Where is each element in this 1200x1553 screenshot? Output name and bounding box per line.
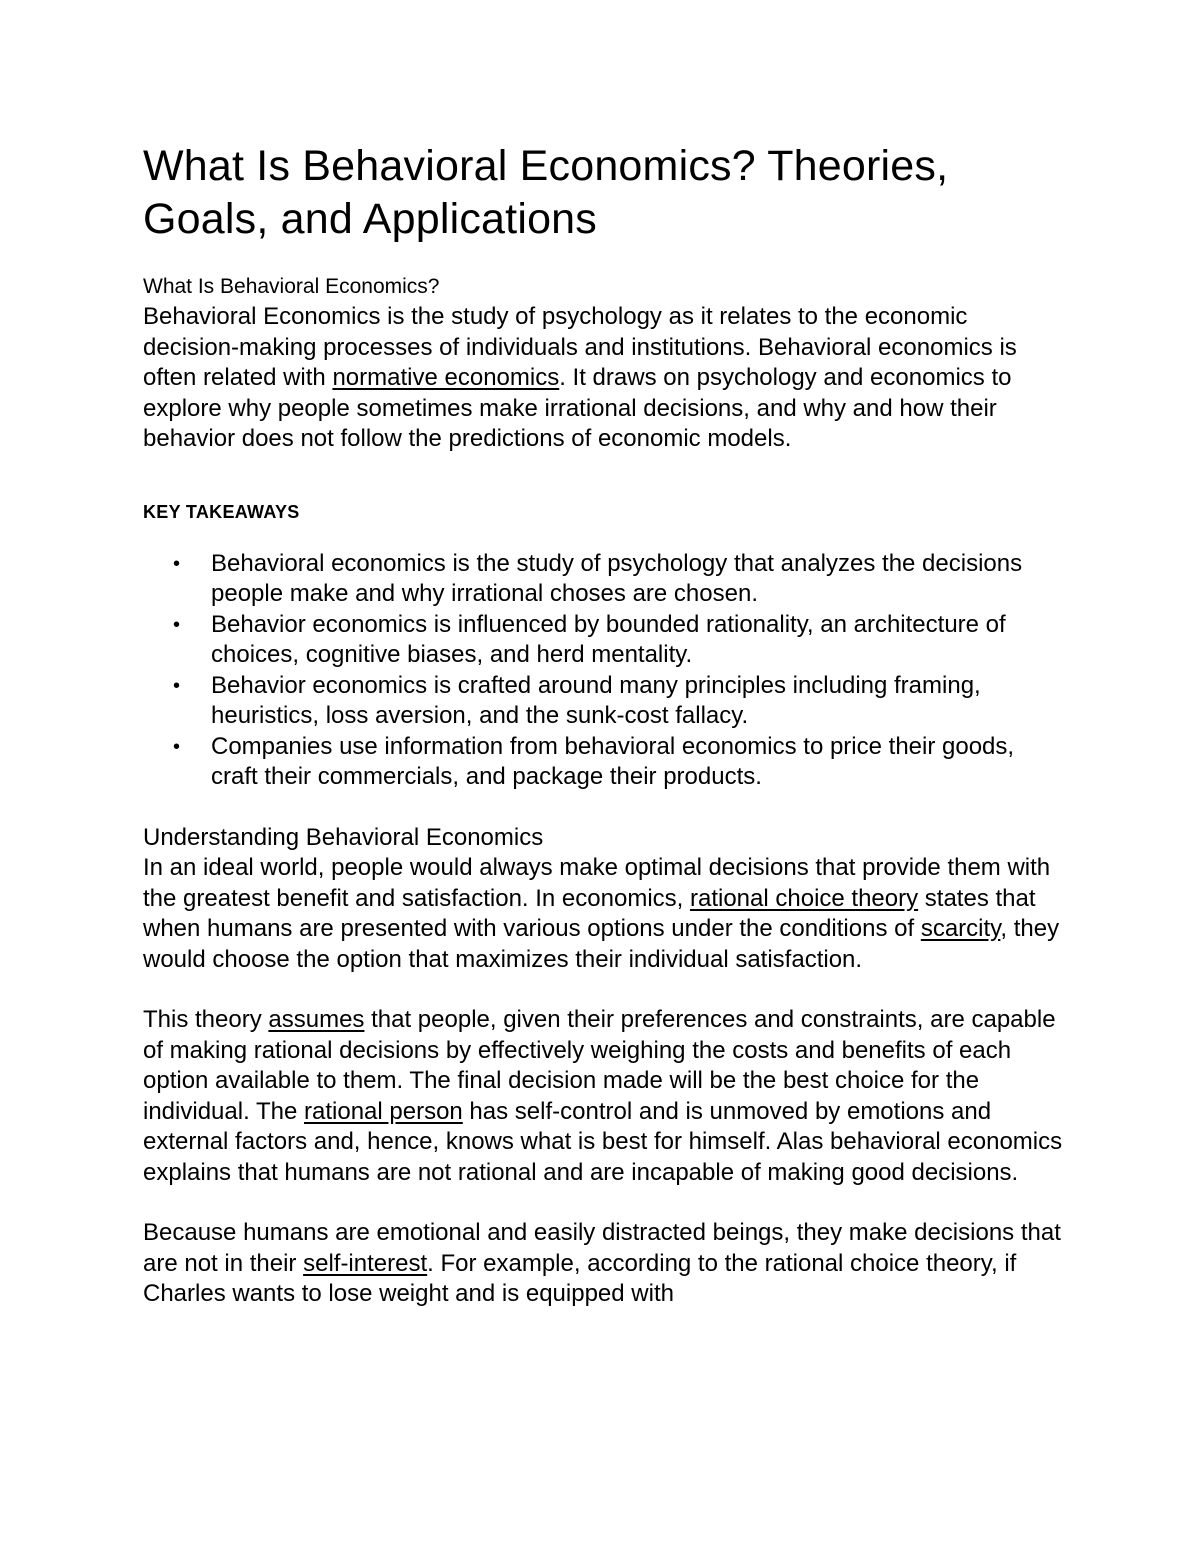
- bullet-icon: •: [173, 552, 181, 575]
- text-segment: Because humans are emotional and easily distracted beings, they make decisions that are not in their: [143, 1219, 1061, 1277]
- text-segment: has self-control and is unmoved by emotions and external factors and, hence, knows what is best for himself. Alas behavioral economics explains that humans are not rational and are incapable of making good decisions.: [143, 1097, 1063, 1186]
- takeaway-text: Behavior economics is influenced by bounded rationality, an architecture of choices, cognitive biases, and herd mentality.: [211, 610, 1006, 668]
- intro-text-a: Behavioral Economics is the study of psychology as it relates to the economic decision-making processes of individuals and institutions. Behavioral economics is often related with: [143, 303, 1017, 391]
- section-heading-what-is: What Is Behavioral Economics?: [143, 275, 440, 298]
- text-segment: states that when humans are presented with various options under the conditions of: [143, 884, 1036, 942]
- link-rational-person[interactable]: rational person: [304, 1097, 463, 1125]
- link-rational-choice-theory[interactable]: rational choice theory: [689, 884, 919, 912]
- link-scarcity[interactable]: scarcity: [920, 915, 1001, 942]
- bullet-icon: •: [173, 674, 181, 697]
- bullet-icon: •: [173, 735, 181, 758]
- list-item: [143, 732, 1063, 793]
- text-segment: , they would choose the option that maximizes their individual satisfaction.: [143, 915, 1060, 973]
- intro-paragraph: [143, 302, 1063, 455]
- text-segment: In an ideal world, people would always make optimal decisions that provide them with the greatest benefit and satisfaction. In economics,: [143, 854, 1051, 912]
- text-segment: that people, given their preferences and constraints, are capable of making rational decisions by effectively weighing the costs and benefits of each option available to them. The final decision made will be the best choice for the individual. The: [143, 1006, 1056, 1125]
- understanding-section: [143, 823, 1063, 1310]
- link-normative-economics[interactable]: normative economics: [332, 364, 560, 391]
- section-heading-understanding: Understanding Behavioral Economics: [143, 823, 544, 851]
- takeaway-text: Behavior economics is crafted around many principles including framing, heuristics, loss aversion, and the sunk-cost fallacy.: [211, 671, 981, 729]
- understanding-paragraph-1: [143, 853, 1063, 975]
- list-item: [143, 549, 1063, 610]
- link-self-interest[interactable]: self-interest: [303, 1249, 428, 1277]
- bullet-icon: •: [173, 613, 181, 636]
- list-item: [143, 671, 1063, 732]
- intro-text-b: . It draws on psychology and economics to explore why people sometimes make irrational decisions, and why and how their behavior does not follow the predictions of economic models.: [143, 364, 1012, 452]
- takeaway-text: Companies use information from behavioral economics to price their goods, craft their commercials, and package their products.: [211, 732, 1015, 790]
- list-item: [143, 610, 1063, 671]
- text-segment: . For example, according to the rational choice theory, if Charles wants to lose weight and is equipped with: [143, 1249, 1017, 1307]
- key-takeaways-list: [143, 549, 1063, 793]
- takeaway-text: Behavioral economics is the study of psychology that analyzes the decisions people make and why irrational choses are chosen.: [211, 549, 1023, 607]
- document-page: [143, 140, 1063, 1310]
- key-takeaways-title: KEY TAKEAWAYS: [143, 501, 300, 522]
- understanding-paragraph-3: [143, 1218, 1063, 1310]
- text-segment: This theory: [143, 1006, 269, 1033]
- understanding-paragraph-2: [143, 1005, 1063, 1188]
- link-assumes[interactable]: assumes: [268, 1006, 365, 1033]
- document-title: What Is Behavioral Economics? Theories, Goals, and Applications: [143, 142, 949, 243]
